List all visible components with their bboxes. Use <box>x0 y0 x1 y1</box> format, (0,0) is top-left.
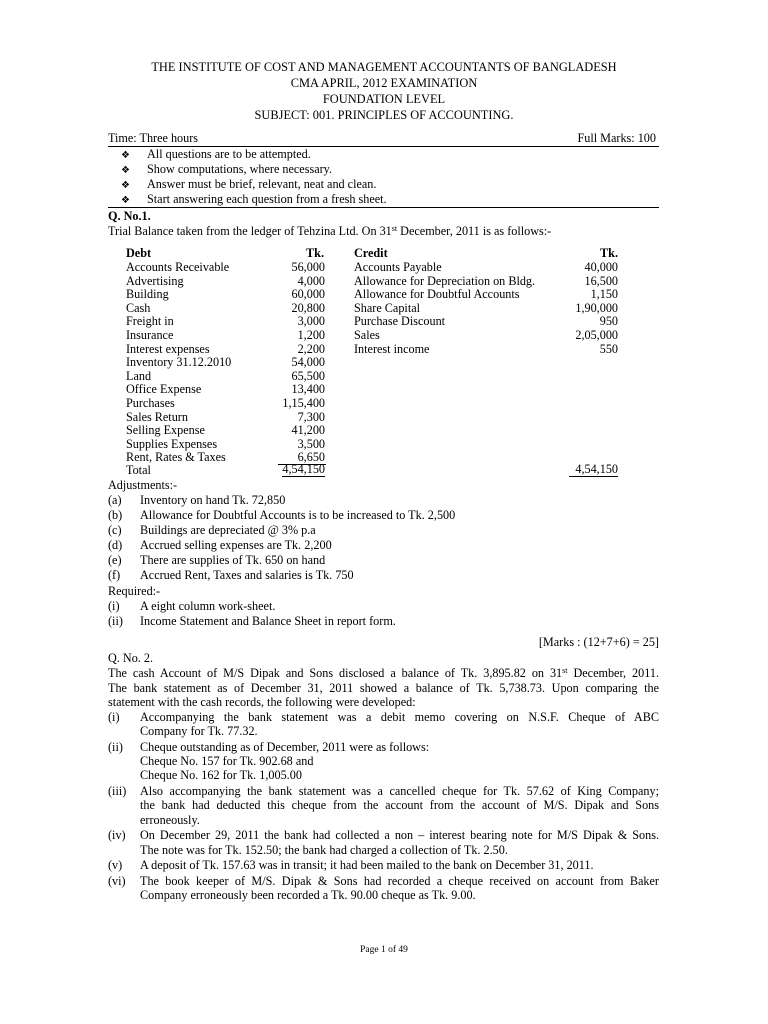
instruction-item: Answer must be brief, relevant, neat and clean. <box>147 177 377 191</box>
debit-account-amount: 65,500 <box>291 368 325 383</box>
instructions-rule <box>108 207 659 208</box>
debit-account-amount: 1,200 <box>297 328 325 342</box>
debit-account-name: Accounts Receivable <box>126 260 230 274</box>
credit-account-amount: 1,150 <box>590 287 618 302</box>
credit-account-name: Purchase Discount <box>354 314 446 329</box>
question-2-para-line-1 <box>108 667 659 681</box>
debit-account-name: Advertising <box>126 273 184 288</box>
page-number: Page 1 of 49 <box>360 945 408 955</box>
q2-item-line: Cheque No. 162 for Tk. 1,005.00 <box>140 768 302 783</box>
adjustment-text: Inventory on hand Tk. 72,850 <box>140 493 286 507</box>
q2-item-line: On December 29, 2011 the bank had collected a non – interest bearing note for M/S Dipak & Sons. <box>140 828 659 843</box>
debit-account-amount: 41,200 <box>291 423 325 438</box>
debit-account-name: Land <box>126 368 152 383</box>
credit-account-amount: 550 <box>599 341 618 356</box>
debit-account-name: Office Expense <box>126 382 202 397</box>
debit-account-name: Insurance <box>126 328 174 342</box>
instruction-item: Start answering each question from a fresh sheet. <box>147 192 387 206</box>
question-1-intro <box>108 225 551 239</box>
debit-total <box>250 463 325 477</box>
credit-total-value: 4,54,150 <box>569 462 618 477</box>
diamond-bullet-icon: ❖ <box>121 180 130 191</box>
q2-item-line: The book keeper of M/S. Dipak & Sons had recorded a cheque received on account from Baker <box>140 874 659 889</box>
adjustments-title: Adjustments:- <box>108 478 178 492</box>
credit-account-name: Allowance for Doubtful Accounts <box>354 287 520 302</box>
adjustment-text: Accrued Rent, Taxes and salaries is Tk. 750 <box>140 568 354 582</box>
q2-item-line: Also accompanying the bank statement was a cancelled cheque for Tk. 57.62 of King Company; <box>140 784 659 799</box>
required-title: Required:- <box>108 584 161 598</box>
debit-account-name: Building <box>126 287 169 302</box>
question-1-marks: [Marks : (12+7+6) = 25] <box>538 635 659 649</box>
q2-item-line: Cheque outstanding as of December, 2011 were as follows: <box>140 740 430 754</box>
intro-superscript: st <box>391 224 398 233</box>
question-2-para-line-2: The bank statement as of December 31, 2011 showed a balance of Tk. 5,738.73. Upon comparing the <box>108 681 659 695</box>
required-label: (ii) <box>108 614 123 628</box>
q2-item-label: (i) <box>108 710 120 724</box>
credit-account-amount: 40,000 <box>584 260 618 274</box>
credit-account-amount: 950 <box>599 314 618 329</box>
debit-account-amount: 56,000 <box>291 260 325 274</box>
required-text: Income Statement and Balance Sheet in report form. <box>140 614 396 628</box>
debit-account-amount: 6,650 <box>284 450 325 465</box>
q2-item-label: (vi) <box>108 874 126 889</box>
institute-name: THE INSTITUTE OF COST AND MANAGEMENT ACCOUNTANTS OF BANGLADESH <box>151 60 617 74</box>
debit-account-name: Rent, Rates & Taxes <box>126 450 226 465</box>
credit-account-name: Accounts Payable <box>354 260 442 274</box>
credit-total <box>540 463 618 477</box>
para-text: The cash Account of M/S Dipak and Sons disclosed a balance of Tk. 3,895.82 on 31 <box>108 666 563 680</box>
debit-account-amount: 1,15,400 <box>282 396 325 410</box>
q2-item-line: The note was for Tk. 152.50; the bank had charged a collection of Tk. 2.50. <box>140 842 508 857</box>
total-label: Total <box>126 463 151 477</box>
q2-item-label: (ii) <box>108 740 123 754</box>
debit-account-name: Sales Return <box>126 409 188 424</box>
adjustment-text: Buildings are depreciated @ 3% p.a <box>140 523 316 537</box>
time-allowed: Time: Three hours <box>108 131 199 145</box>
adjustment-label: (d) <box>108 538 123 552</box>
debit-account-amount: 2,200 <box>297 341 325 356</box>
q2-item-label: (iii) <box>108 784 127 799</box>
debit-account-amount: 4,000 <box>297 273 325 288</box>
debit-account-amount: 13,400 <box>291 382 325 397</box>
credit-account-amount: 1,90,000 <box>575 300 618 315</box>
adjustment-text: Accrued selling expenses are Tk. 2,200 <box>140 538 332 552</box>
q2-item-line: Accompanying the bank statement was a debit memo covering on N.S.F. Cheque of ABC <box>140 710 659 724</box>
credit-account-name: Share Capital <box>354 300 420 315</box>
debit-total-value: 4,54,150 <box>282 462 325 476</box>
subject-title: SUBJECT: 001. PRINCIPLES OF ACCOUNTING. <box>254 108 514 122</box>
debit-account-amount: 54,000 <box>291 355 325 370</box>
debit-account-name: Selling Expense <box>126 423 205 438</box>
debit-account-name: Freight in <box>126 314 174 329</box>
debit-account-name: Supplies Expenses <box>126 436 218 451</box>
debit-account-amount: 60,000 <box>291 287 325 302</box>
credit-account-amount: 2,05,000 <box>575 328 618 342</box>
credit-account-name: Sales <box>354 328 380 342</box>
debit-column-header: Debt <box>126 246 152 260</box>
adjustment-text: Allowance for Doubtful Accounts is to be increased to Tk. 2,500 <box>140 508 456 522</box>
adjustment-label: (a) <box>108 493 122 507</box>
required-text: A eight column work-sheet. <box>140 599 276 613</box>
credit-account-amount: 16,500 <box>584 273 618 288</box>
q2-item-label: (v) <box>108 858 123 873</box>
debit-account-amount: 20,800 <box>291 300 325 315</box>
q2-item-line: the bank had deducted this cheque from the account from the account of M/S. Dipak and Sons <box>140 798 659 813</box>
instruction-item: All questions are to be attempted. <box>147 147 311 161</box>
q2-item-line: Company for Tk. 77.32. <box>140 724 258 739</box>
q2-item-line: A deposit of Tk. 157.63 was in transit; it had been mailed to the bank on December 31, 2011. <box>140 858 594 873</box>
exam-title: CMA APRIL, 2012 EXAMINATION <box>290 76 478 90</box>
adjustment-label: (b) <box>108 508 123 522</box>
debit-account-name: Purchases <box>126 396 175 410</box>
q2-item-label: (iv) <box>108 828 126 843</box>
diamond-bullet-icon: ❖ <box>121 195 130 206</box>
question-1-title: Q. No.1. <box>108 209 151 223</box>
question-2-para-line-3: statement with the cash records, the following were developed: <box>108 695 416 709</box>
credit-account-name: Interest income <box>354 341 430 356</box>
intro-text-end: December, 2011 is as follows:- <box>397 224 552 238</box>
debit-account-amount: 3,500 <box>297 436 325 451</box>
q2-item-line: Company erroneously been recorded a Tk. 90.00 cheque as Tk. 9.00. <box>140 888 476 903</box>
debit-account-name: Cash <box>126 300 151 315</box>
debit-account-amount: 7,300 <box>297 409 325 424</box>
diamond-bullet-icon: ❖ <box>121 165 130 176</box>
instruction-item: Show computations, where necessary. <box>147 162 333 176</box>
credit-account-name: Allowance for Depreciation on Bldg. <box>354 273 536 288</box>
credit-tk-header: Tk. <box>600 246 618 260</box>
full-marks: Full Marks: 100 <box>577 131 656 145</box>
adjustment-text: There are supplies of Tk. 650 on hand <box>140 553 326 567</box>
credit-column-header: Credit <box>354 246 388 260</box>
q2-item-line: Cheque No. 157 for Tk. 902.68 and <box>140 754 314 769</box>
debit-account-name: Interest expenses <box>126 341 210 356</box>
diamond-bullet-icon: ❖ <box>121 150 130 161</box>
intro-text: Trial Balance taken from the ledger of Tehzina Ltd. On 31 <box>108 224 392 238</box>
debit-account-amount: 3,000 <box>297 314 325 329</box>
debit-tk-header: Tk. <box>306 246 324 260</box>
para-text-end: December, 2011. <box>567 666 659 680</box>
adjustment-label: (c) <box>108 523 122 537</box>
para-superscript: st <box>562 666 568 675</box>
question-2-title: Q. No. 2. <box>108 651 154 665</box>
q2-item-line: erroneously. <box>140 812 200 827</box>
required-label: (i) <box>108 599 120 613</box>
debit-account-name: Inventory 31.12.2010 <box>126 355 232 370</box>
adjustment-label: (e) <box>108 553 122 567</box>
exam-level: FOUNDATION LEVEL <box>322 92 446 106</box>
adjustment-label: (f) <box>108 568 121 582</box>
